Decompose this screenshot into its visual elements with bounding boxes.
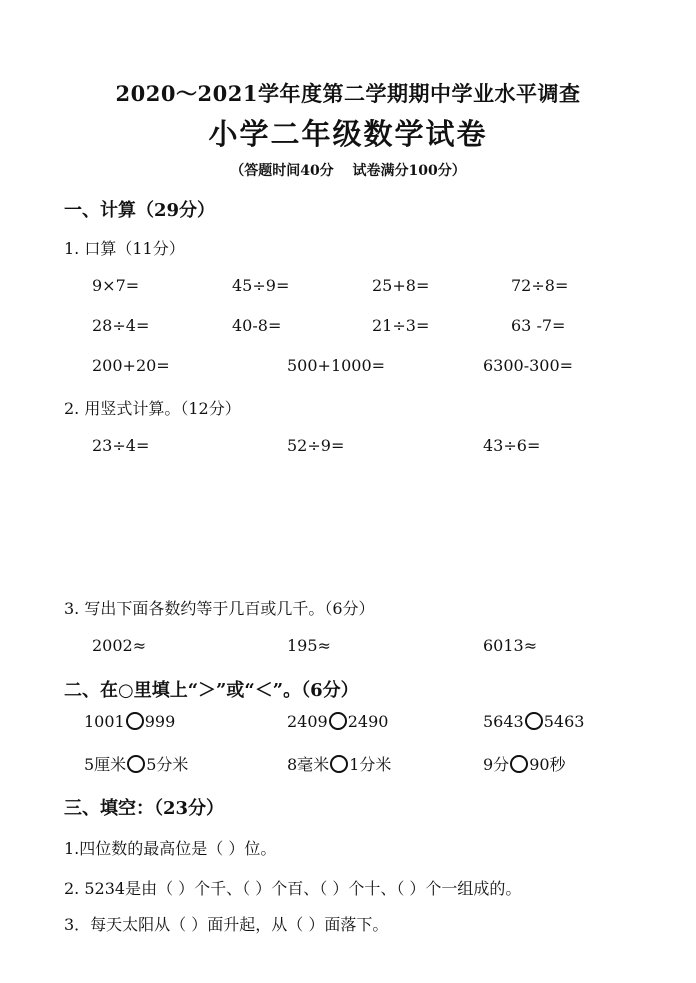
estimate-item: 6013≈ [483,636,538,655]
exam-period-title: 2020～2021学年度第二学期期中学业水平调查 [115,81,581,106]
calc-item: 40-8= [232,316,282,335]
compare-left: 5643 [483,712,524,731]
compare-item [84,712,175,731]
compare-item [483,752,566,775]
compare-item [287,752,391,775]
blank-circle[interactable] [126,712,144,730]
compare-right: 90秒 [529,755,566,774]
compare-right: 999 [144,712,176,731]
blank-circle[interactable] [525,712,543,730]
compare-left: 2409 [287,712,328,731]
estimate-item: 2002≈ [92,636,147,655]
compare-left: 5厘米 [84,755,127,774]
calc-item: 72÷8= [511,276,569,295]
compare-item [287,712,388,731]
exam-title: 小学二年级数学试卷 [208,117,488,151]
section2-heading: 二、在○里填上“＞”或“＜”。（6分） [64,680,359,701]
calc-item: 200+20= [92,356,170,375]
calc-item: 45÷9= [232,276,290,295]
compare-item [483,712,584,731]
q3-title: 3. 写出下面各数约等于几百或几千。（6分） [64,599,375,618]
q1-title: 1. 口算（11分） [64,239,185,258]
blank-circle[interactable] [510,755,528,773]
blank-circle[interactable] [329,712,347,730]
compare-item [84,752,188,775]
fill-item: 3．每天太阳从（ ）面升起，从（ ）面落下。 [64,915,389,934]
blank-circle[interactable] [330,755,348,773]
section1-heading: 一、计算（29分） [64,200,216,221]
fill-item: 1.四位数的最高位是（ ）位。 [64,839,277,858]
calc-item: 6300-300= [483,356,574,375]
blank-circle[interactable] [127,755,145,773]
q2-title: 2. 用竖式计算。（12分） [64,399,241,418]
compare-right: 2490 [347,712,389,731]
calc-item: 25+8= [372,276,430,295]
compare-right: 1分米 [349,755,392,774]
calc-item: 21÷3= [372,316,430,335]
compare-right: 5分米 [146,755,189,774]
vertical-calc-item: 43÷6= [483,436,541,455]
exam-info: （答题时间40分 试卷满分100分） [230,163,466,179]
calc-item: 500+1000= [287,356,386,375]
vertical-calc-item: 52÷9= [287,436,345,455]
section3-heading: 三、填空：（23分） [64,798,225,819]
calc-item: 9×7= [92,276,140,295]
compare-left: 9分 [483,755,510,774]
compare-left: 1001 [84,712,125,731]
calc-item: 63 -7= [511,316,566,335]
vertical-calc-item: 23÷4= [92,436,150,455]
compare-left: 8毫米 [287,755,330,774]
calc-item: 28÷4= [92,316,150,335]
compare-right: 5463 [543,712,585,731]
estimate-item: 195≈ [287,636,331,655]
fill-item: 2. 5234是由（ ）个千、（ ）个百、（ ）个十、（ ）个一组成的。 [64,879,522,898]
